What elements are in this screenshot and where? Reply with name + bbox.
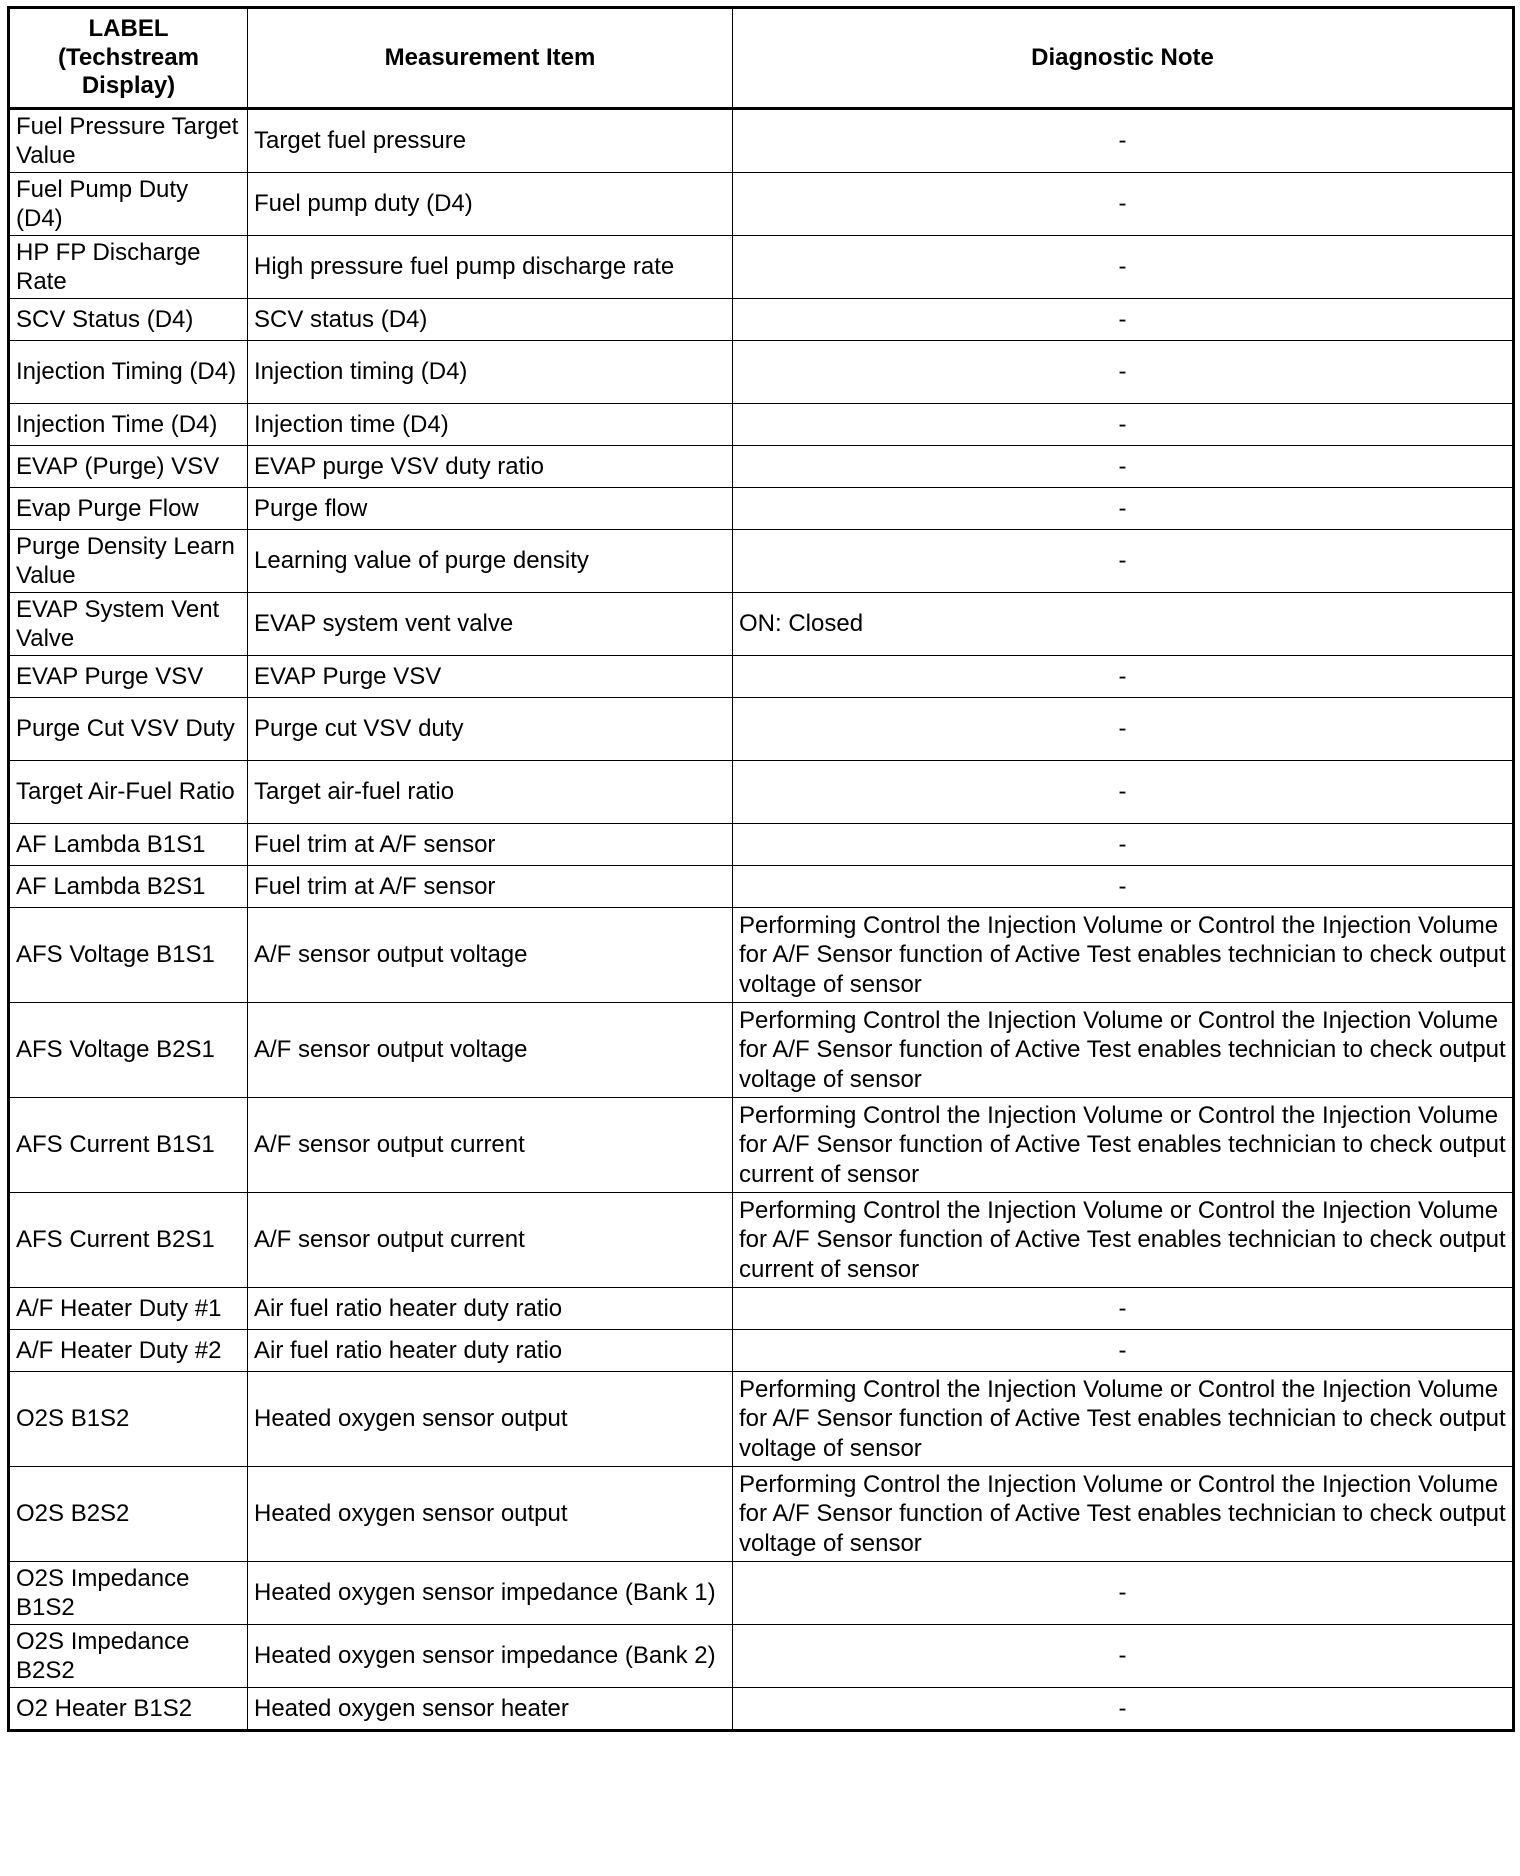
cell-measurement: Injection time (D4) (248, 404, 733, 446)
cell-label: AF Lambda B1S1 (9, 824, 248, 866)
cell-note: - (733, 698, 1514, 761)
cell-measurement: EVAP Purge VSV (248, 656, 733, 698)
cell-label: Evap Purge Flow (9, 488, 248, 530)
cell-note: Performing Control the Injection Volume or Control the Injection Volume for A/F Sensor function of Active Test enables technician to check output current of sensor (733, 1098, 1514, 1193)
table-header-row (9, 8, 1514, 109)
cell-measurement: A/F sensor output current (248, 1193, 733, 1288)
table-row (9, 1688, 1514, 1731)
cell-label: O2S B2S2 (9, 1467, 248, 1562)
cell-label: A/F Heater Duty #2 (9, 1330, 248, 1372)
cell-note: Performing Control the Injection Volume or Control the Injection Volume for A/F Sensor function of Active Test enables technician to check output voltage of sensor (733, 1467, 1514, 1562)
table-row (9, 1562, 1514, 1625)
cell-note: - (733, 1625, 1514, 1688)
header-label: LABEL (Techstream Display) (9, 8, 248, 109)
cell-note: - (733, 1688, 1514, 1731)
cell-label: HP FP Discharge Rate (9, 236, 248, 299)
cell-measurement: Fuel trim at A/F sensor (248, 824, 733, 866)
cell-note: - (733, 446, 1514, 488)
cell-note: - (733, 236, 1514, 299)
table-row (9, 236, 1514, 299)
cell-measurement: Purge cut VSV duty (248, 698, 733, 761)
cell-measurement: A/F sensor output voltage (248, 908, 733, 1003)
cell-label: EVAP System Vent Valve (9, 593, 248, 656)
cell-note: - (733, 173, 1514, 236)
cell-measurement: Fuel trim at A/F sensor (248, 866, 733, 908)
table-row (9, 1330, 1514, 1372)
cell-label: O2S B1S2 (9, 1372, 248, 1467)
cell-label: AFS Current B2S1 (9, 1193, 248, 1288)
cell-note: Performing Control the Injection Volume or Control the Injection Volume for A/F Sensor function of Active Test enables technician to check output voltage of sensor (733, 908, 1514, 1003)
cell-label: Fuel Pump Duty (D4) (9, 173, 248, 236)
cell-label: Fuel Pressure Target Value (9, 109, 248, 173)
cell-measurement: Fuel pump duty (D4) (248, 173, 733, 236)
cell-note: - (733, 341, 1514, 404)
cell-label: Target Air-Fuel Ratio (9, 761, 248, 824)
table-row (9, 530, 1514, 593)
cell-measurement: A/F sensor output voltage (248, 1003, 733, 1098)
table-row (9, 1003, 1514, 1098)
table-row (9, 1467, 1514, 1562)
cell-note: - (733, 488, 1514, 530)
cell-measurement: Injection timing (D4) (248, 341, 733, 404)
cell-note: - (733, 761, 1514, 824)
cell-note: - (733, 656, 1514, 698)
table-row (9, 761, 1514, 824)
cell-label: EVAP (Purge) VSV (9, 446, 248, 488)
cell-measurement: Purge flow (248, 488, 733, 530)
cell-label: AFS Voltage B2S1 (9, 1003, 248, 1098)
cell-label: O2 Heater B1S2 (9, 1688, 248, 1731)
table-row (9, 446, 1514, 488)
table-row (9, 1288, 1514, 1330)
cell-measurement: Heated oxygen sensor heater (248, 1688, 733, 1731)
cell-note: - (733, 299, 1514, 341)
cell-note: - (733, 109, 1514, 173)
cell-note: ON: Closed (733, 593, 1514, 656)
table-row (9, 341, 1514, 404)
table-row (9, 866, 1514, 908)
table-row (9, 1098, 1514, 1193)
table-row (9, 299, 1514, 341)
table-row (9, 698, 1514, 761)
cell-label: O2S Impedance B1S2 (9, 1562, 248, 1625)
table-row (9, 109, 1514, 173)
cell-note: Performing Control the Injection Volume or Control the Injection Volume for A/F Sensor function of Active Test enables technician to check output current of sensor (733, 1193, 1514, 1288)
table-row (9, 488, 1514, 530)
data-list-table (7, 6, 1515, 1732)
cell-label: SCV Status (D4) (9, 299, 248, 341)
cell-note: - (733, 404, 1514, 446)
cell-measurement: Heated oxygen sensor output (248, 1372, 733, 1467)
cell-label: Injection Timing (D4) (9, 341, 248, 404)
cell-measurement: A/F sensor output current (248, 1098, 733, 1193)
cell-measurement: Heated oxygen sensor impedance (Bank 2) (248, 1625, 733, 1688)
cell-label: O2S Impedance B2S2 (9, 1625, 248, 1688)
cell-note: Performing Control the Injection Volume or Control the Injection Volume for A/F Sensor function of Active Test enables technician to check output voltage of sensor (733, 1372, 1514, 1467)
header-measurement-item: Measurement Item (248, 8, 733, 109)
cell-measurement: Target air-fuel ratio (248, 761, 733, 824)
table-row (9, 404, 1514, 446)
cell-measurement: Learning value of purge density (248, 530, 733, 593)
table-row (9, 1625, 1514, 1688)
table-row (9, 656, 1514, 698)
cell-measurement: Heated oxygen sensor output (248, 1467, 733, 1562)
data-list-table-container (7, 6, 1512, 1732)
cell-label: Purge Cut VSV Duty (9, 698, 248, 761)
cell-note: - (733, 1562, 1514, 1625)
cell-note: Performing Control the Injection Volume or Control the Injection Volume for A/F Sensor function of Active Test enables technician to check output voltage of sensor (733, 1003, 1514, 1098)
cell-note: - (733, 530, 1514, 593)
header-diagnostic-note: Diagnostic Note (733, 8, 1514, 109)
cell-note: - (733, 1330, 1514, 1372)
cell-measurement: EVAP purge VSV duty ratio (248, 446, 733, 488)
cell-label: A/F Heater Duty #1 (9, 1288, 248, 1330)
cell-label: AFS Voltage B1S1 (9, 908, 248, 1003)
cell-note: - (733, 824, 1514, 866)
cell-label: EVAP Purge VSV (9, 656, 248, 698)
cell-label: Injection Time (D4) (9, 404, 248, 446)
cell-note: - (733, 866, 1514, 908)
table-row (9, 173, 1514, 236)
cell-note: - (733, 1288, 1514, 1330)
cell-measurement: High pressure fuel pump discharge rate (248, 236, 733, 299)
cell-measurement: EVAP system vent valve (248, 593, 733, 656)
cell-label: Purge Density Learn Value (9, 530, 248, 593)
table-row (9, 908, 1514, 1003)
table-row (9, 824, 1514, 866)
cell-measurement: Air fuel ratio heater duty ratio (248, 1330, 733, 1372)
table-row (9, 1372, 1514, 1467)
cell-measurement: Target fuel pressure (248, 109, 733, 173)
cell-measurement: Air fuel ratio heater duty ratio (248, 1288, 733, 1330)
cell-label: AFS Current B1S1 (9, 1098, 248, 1193)
cell-measurement: Heated oxygen sensor impedance (Bank 1) (248, 1562, 733, 1625)
table-row (9, 1193, 1514, 1288)
table-row (9, 593, 1514, 656)
cell-label: AF Lambda B2S1 (9, 866, 248, 908)
cell-measurement: SCV status (D4) (248, 299, 733, 341)
